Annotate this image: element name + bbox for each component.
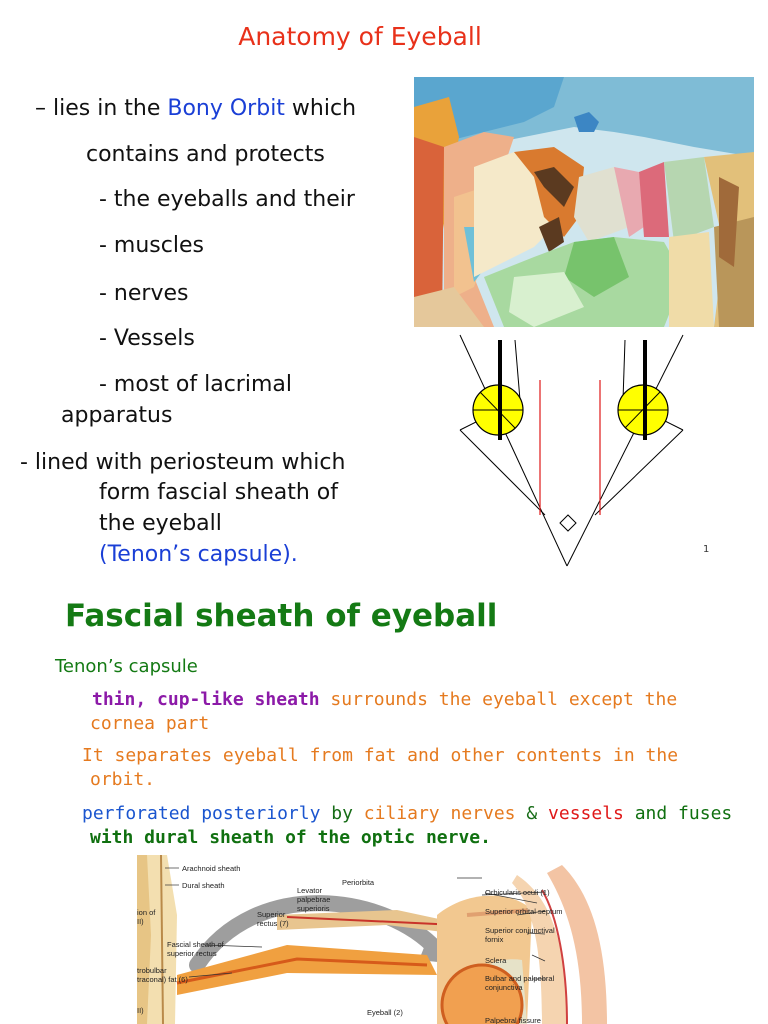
superior-orbital-septum-label: Superior orbital septum — [485, 907, 563, 916]
vessels-term: vessels — [548, 803, 624, 824]
periorbita-label: Periorbita — [342, 878, 375, 887]
roman-ii-lower-label: II) — [137, 1006, 144, 1015]
slide2-title: Fascial sheath of eyeball — [65, 598, 498, 634]
text-line: form fascial sheath of — [99, 480, 338, 505]
superior-rectus-label: superior rectus — [167, 949, 217, 958]
arachnoid-label: Arachnoid sheath — [182, 864, 241, 873]
ion-of-label: ion of — [137, 908, 156, 917]
connector-text: by — [320, 803, 364, 824]
tenons-capsule-note: (Tenon’s capsule). — [99, 542, 298, 567]
palpebrae-label: palpebrae — [297, 895, 331, 904]
text-line: the eyeball — [99, 511, 222, 536]
rectus-label: rectus (7) — [257, 919, 289, 928]
ciliary-nerves-term: ciliary nerves — [363, 803, 516, 824]
fuses-text: and fuses — [623, 803, 733, 824]
sheath-text: surrounds the eyeball except the — [319, 689, 678, 710]
text-line: - muscles — [99, 233, 204, 258]
text-line: - most of lacrimal — [99, 372, 292, 397]
ampersand-text: & — [515, 803, 549, 824]
line-prefix: – lies in the — [35, 96, 168, 121]
roman-ii-label: II) — [137, 917, 144, 926]
separation-text-cont: orbit. — [90, 769, 156, 790]
perforation-text-cont: with dural sheath of the optic nerve. — [90, 827, 491, 848]
slide1-title: Anatomy of Eyeball — [238, 22, 482, 51]
cup-like-term: thin, cup-like sheath — [92, 689, 320, 710]
sclera-label: Sclera — [485, 956, 507, 965]
dural-label: Dural sheath — [182, 881, 225, 890]
orbital-axes-diagram — [455, 330, 695, 570]
fascial-sheath-label: Fascial sheath of — [167, 940, 224, 949]
bulbar-label: Bulbar and palpebral — [485, 974, 555, 983]
fornix-label: fornix — [485, 935, 504, 944]
text-line: apparatus — [61, 403, 173, 428]
eyeball-label: Eyeball (2) — [367, 1008, 403, 1017]
superioris-label: superioris — [297, 904, 330, 913]
eyeball-section-diagram — [137, 855, 682, 1024]
text-line: - lined with periosteum which — [20, 450, 346, 475]
conjunctiva-label: conjunctiva — [485, 983, 523, 992]
separation-text: It separates eyeball from fat and other contents in the — [82, 745, 679, 766]
sheath-description — [92, 689, 677, 710]
sheath-text-cont: cornea part — [90, 713, 210, 734]
text-line: - nerves — [99, 281, 189, 306]
text-line: - Vessels — [99, 326, 195, 351]
bony-orbit-line — [35, 96, 356, 121]
retrobulbar-label: trobulbar — [137, 966, 167, 975]
text-line: - the eyeballs and their — [99, 187, 355, 212]
line-suffix: which — [284, 96, 357, 121]
tenons-capsule-heading: Tenon’s capsule — [55, 656, 198, 677]
orbicularis-label: Orbicularis oculi (1) — [485, 888, 550, 897]
perforated-term: perforated posteriorly — [82, 803, 321, 824]
superior-label: Superior — [257, 910, 286, 919]
palpebral-fissure-label: Palpebral fissure — [485, 1016, 541, 1024]
slide-number: 1 — [703, 544, 710, 555]
superior-conjunctival-label: Superior conjunctival — [485, 926, 555, 935]
intraconal-fat-label: traconal) fat (6) — [137, 975, 188, 984]
perforation-text — [82, 803, 732, 824]
bony-orbit-term: Bony Orbit — [167, 96, 285, 121]
text-line: contains and protects — [86, 142, 325, 167]
levator-label: Levator — [297, 886, 323, 895]
bony-orbit-image — [414, 77, 754, 327]
